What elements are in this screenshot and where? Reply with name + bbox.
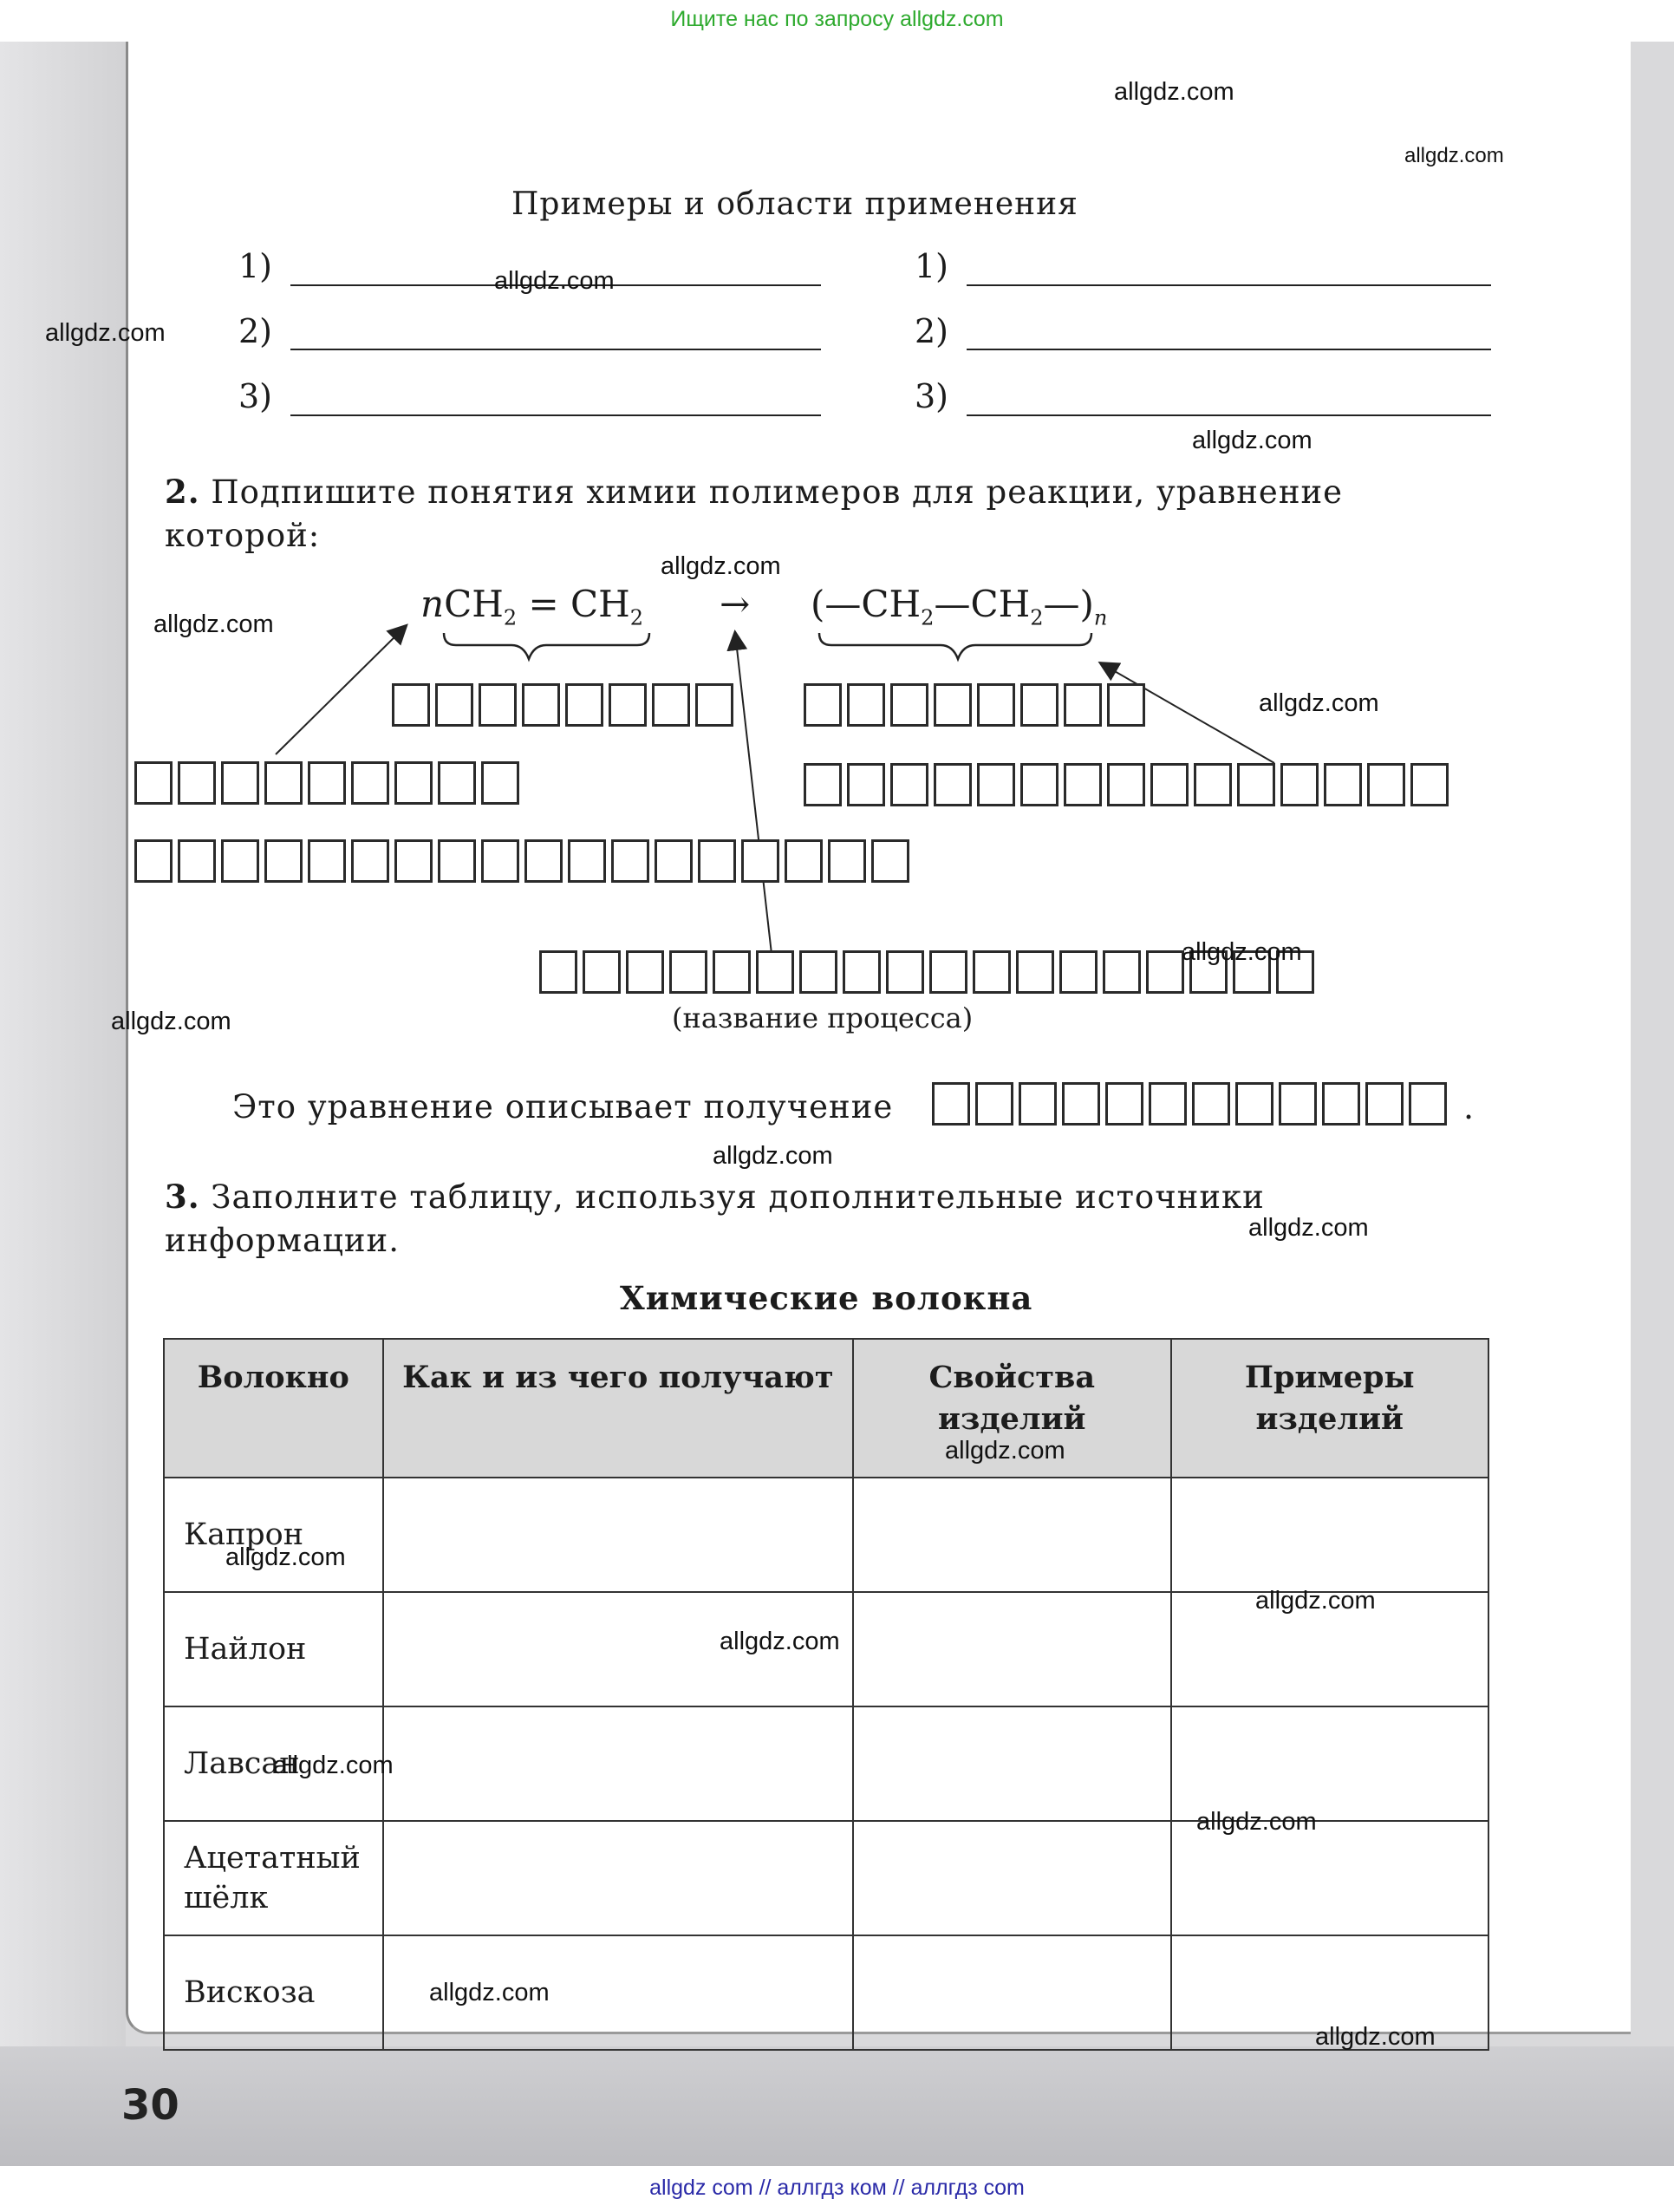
watermark: allgdz.com bbox=[713, 1142, 833, 1170]
watermark: allgdz.com bbox=[1248, 1214, 1369, 1242]
watermark: allgdz.com bbox=[111, 1008, 231, 1035]
product-sentence-text: Это уравнение описывает получение bbox=[232, 1088, 894, 1126]
formula-eq: = CH bbox=[517, 583, 630, 625]
task-2-number: 2. bbox=[165, 473, 200, 511]
polymer-brace bbox=[819, 633, 1091, 659]
examples-heading: Примеры и области применения bbox=[511, 186, 1078, 222]
sentence-period: . bbox=[1463, 1088, 1475, 1126]
formula-part: —CH bbox=[934, 583, 1031, 625]
answer-cell[interactable] bbox=[853, 1592, 1170, 1706]
watermark: allgdz.com bbox=[225, 1543, 346, 1571]
table-row bbox=[164, 1935, 1488, 2050]
example-left-number-1: 1) bbox=[238, 247, 273, 285]
example-left-number-3: 3) bbox=[238, 377, 273, 415]
formula-sub: 2 bbox=[629, 605, 644, 630]
watermark: allgdz.com bbox=[153, 610, 274, 638]
watermark: allgdz.com bbox=[1182, 938, 1302, 966]
watermark: allgdz.com bbox=[1255, 1587, 1376, 1615]
arrow-to-process bbox=[735, 633, 772, 954]
answer-cell[interactable] bbox=[853, 1478, 1170, 1592]
formula-sub: 2 bbox=[1030, 605, 1044, 630]
answer-cell[interactable] bbox=[1171, 1821, 1488, 1935]
watermark: allgdz.com bbox=[1192, 427, 1312, 454]
answer-cell[interactable] bbox=[383, 1706, 853, 1821]
table-header-row bbox=[164, 1339, 1488, 1478]
watermark: allgdz.com bbox=[1404, 144, 1504, 167]
fiber-name: Лавсан bbox=[164, 1706, 383, 1821]
answer-cell[interactable] bbox=[1171, 1478, 1488, 1592]
fibers-table bbox=[163, 1338, 1489, 2051]
fiber-name: Капрон bbox=[164, 1478, 383, 1592]
formula-n: n bbox=[1093, 605, 1108, 630]
header-examples: Примеры изделий bbox=[1171, 1339, 1488, 1478]
arrow-to-monomer bbox=[276, 626, 406, 754]
watermark: allgdz.com bbox=[45, 319, 166, 347]
watermark: allgdz.com bbox=[1196, 1808, 1317, 1836]
answer-boxes-left-row1[interactable] bbox=[134, 761, 524, 805]
top-banner-text: Ищите нас по запросу allgdz.com bbox=[670, 7, 1004, 31]
answer-cell[interactable] bbox=[853, 1706, 1170, 1821]
formula-sub: 2 bbox=[503, 605, 518, 630]
table-title: Химические волокна bbox=[620, 1279, 1033, 1317]
formula-sub: 2 bbox=[921, 605, 935, 630]
header-fiber: Волокно bbox=[164, 1339, 383, 1478]
header-production: Как и из чего получают bbox=[383, 1339, 853, 1478]
table-row bbox=[164, 1821, 1488, 1935]
watermark: allgdz.com bbox=[1315, 2023, 1436, 2051]
fiber-name: Найлон bbox=[164, 1592, 383, 1706]
watermark: allgdz.com bbox=[661, 552, 781, 580]
answer-cell[interactable] bbox=[1171, 1706, 1488, 1821]
answer-boxes-left-row2[interactable] bbox=[134, 839, 915, 883]
task-3-number: 3. bbox=[165, 1178, 200, 1216]
task-3-text: Заполните таблицу, используя дополнительные источники информации. bbox=[165, 1178, 1265, 1259]
formula-part: (—CH bbox=[811, 583, 922, 625]
example-right-number-1: 1) bbox=[915, 247, 949, 285]
answer-boxes-right-row[interactable] bbox=[804, 763, 1454, 806]
process-caption: (название процесса) bbox=[672, 1002, 974, 1034]
watermark: allgdz.com bbox=[720, 1628, 840, 1655]
fiber-name: Вискоза bbox=[164, 1935, 383, 2050]
watermark: allgdz.com bbox=[429, 1979, 550, 2006]
answer-cell[interactable] bbox=[383, 1478, 853, 1592]
example-right-number-2: 2) bbox=[915, 312, 949, 350]
bottom-banner-text: allgdz com // аллгдз ком // аллгдз com bbox=[649, 2176, 1025, 2200]
example-left-number-2: 2) bbox=[238, 312, 273, 350]
watermark: allgdz.com bbox=[1114, 78, 1234, 106]
formula-part: —) bbox=[1043, 583, 1094, 625]
monomer-brace bbox=[444, 633, 649, 659]
answer-cell[interactable] bbox=[853, 1821, 1170, 1935]
table-row bbox=[164, 1478, 1488, 1592]
page-number: 30 bbox=[121, 2081, 179, 2130]
fiber-name: Ацетатный шёлк bbox=[164, 1821, 383, 1935]
product-sentence bbox=[232, 1088, 893, 1126]
answer-boxes-monomer[interactable] bbox=[392, 683, 739, 727]
watermark: allgdz.com bbox=[945, 1437, 1065, 1465]
answer-cell[interactable] bbox=[383, 1821, 853, 1935]
example-right-number-3: 3) bbox=[915, 377, 949, 415]
watermark: allgdz.com bbox=[494, 267, 615, 295]
answer-cell[interactable] bbox=[853, 1935, 1170, 2050]
reaction-arrow: → bbox=[720, 583, 751, 625]
task-2-text: Подпишите понятия химии полимеров для реакции, уравнение которой: bbox=[165, 473, 1344, 554]
header-properties: Свойства изделий bbox=[853, 1339, 1170, 1478]
bottom-banner[interactable] bbox=[0, 2166, 1674, 2212]
watermark: allgdz.com bbox=[1259, 689, 1379, 717]
answer-boxes-polymer[interactable] bbox=[804, 683, 1150, 727]
watermark: allgdz.com bbox=[273, 1752, 394, 1779]
answer-boxes-product[interactable] bbox=[932, 1082, 1452, 1126]
formula-ch: CH bbox=[444, 583, 504, 625]
formula-n: n bbox=[420, 583, 445, 625]
